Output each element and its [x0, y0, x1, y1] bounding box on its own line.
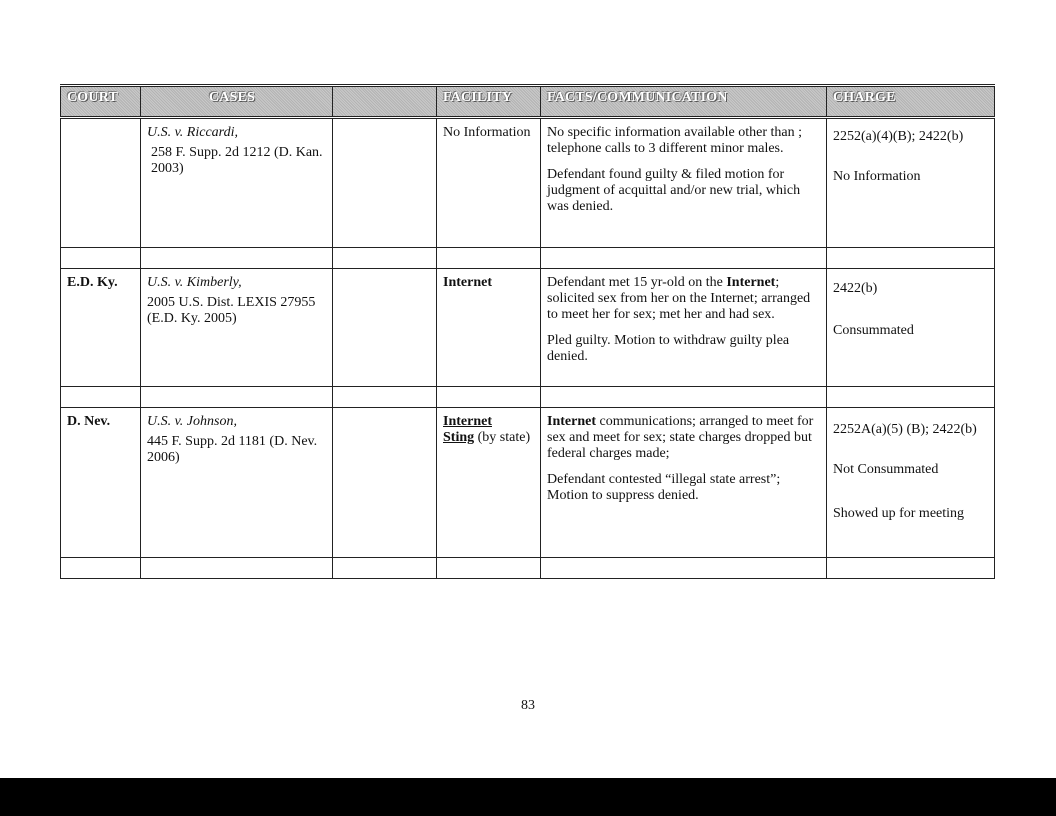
- facts-text: ; solicited sex from her on the Internet; arranged to meet her for sex; met her and had sex.: [547, 275, 811, 322]
- facts-paragraph: Defendant found guilty & filed motion for judgment of acquittal and/or new trial, which was denied.: [547, 167, 801, 214]
- table-row: [61, 118, 995, 248]
- facility-cell: Internet: [437, 269, 541, 387]
- spacer-cell: [61, 387, 141, 408]
- header-charge: CHARGE: [827, 86, 995, 118]
- facts-bold-term: Internet: [547, 414, 596, 429]
- header-cases: CASES: [141, 86, 333, 118]
- spacer-cell: [541, 248, 827, 269]
- spacer-cell: [827, 558, 995, 579]
- spacer-cell: [541, 387, 827, 408]
- case-cell: [141, 408, 333, 558]
- charge-statute: 2252A(a)(5) (B); 2422(b): [833, 422, 977, 437]
- spacer-cell: [141, 387, 333, 408]
- header-facility: FACILITY: [437, 86, 541, 118]
- charge-statute: 2422(b): [833, 281, 878, 296]
- facts-cell: [541, 269, 827, 387]
- spacer-row: [61, 387, 995, 408]
- charge-statute: 2252(a)(4)(B); 2422(b): [833, 129, 964, 144]
- charge-status: Consummated: [833, 323, 914, 338]
- facts-bold-term: Internet: [726, 275, 776, 290]
- facility-cell: No Information: [437, 118, 541, 248]
- spacer-cell: [141, 248, 333, 269]
- court-cell: [61, 118, 141, 248]
- spacer-cell: [827, 248, 995, 269]
- header-blank: [333, 86, 437, 118]
- spacer-cell: [61, 248, 141, 269]
- facility-term: Internet: [443, 414, 492, 429]
- charge-cell: [827, 118, 995, 248]
- case-citation: 258 F. Supp. 2d 1212 (D. Kan. 2003): [151, 145, 323, 176]
- spacer-cell: [333, 387, 437, 408]
- case-citation: 445 F. Supp. 2d 1181 (D. Nev. 2006): [147, 434, 318, 465]
- facts-paragraph: Pled guilty. Motion to withdraw guilty plea denied.: [547, 333, 790, 364]
- facts-paragraph: No specific information available other than ; telephone calls to 3 different minor males.: [547, 125, 803, 156]
- table-row: [61, 269, 995, 387]
- case-name: U.S. v. Johnson,: [147, 414, 237, 429]
- charge-status: Not Consummated: [833, 462, 939, 477]
- court-cell: E.D. Ky.: [61, 269, 141, 387]
- page-number: 83: [521, 698, 535, 713]
- facts-paragraph: [547, 414, 820, 462]
- case-cell: [141, 269, 333, 387]
- header-facts: FACTS/COMMUNICATION: [541, 86, 827, 118]
- facts-cell: [541, 408, 827, 558]
- facility-note: (by state): [474, 430, 531, 445]
- spacer-cell: [437, 387, 541, 408]
- charge-note: Showed up for meeting: [833, 506, 965, 521]
- spacer-cell: [541, 558, 827, 579]
- spacer-cell: [61, 558, 141, 579]
- spacer-cell: [437, 558, 541, 579]
- facility-cell: [437, 408, 541, 558]
- case-table: [60, 84, 995, 579]
- spacer-cell: [827, 387, 995, 408]
- charge-status: No Information: [833, 169, 921, 184]
- facts-text: Defendant met 15 yr-old on the: [547, 275, 727, 290]
- table-header-row: [61, 86, 995, 118]
- blank-cell: [333, 118, 437, 248]
- charge-cell: [827, 269, 995, 387]
- spacer-row: [61, 558, 995, 579]
- spacer-cell: [333, 558, 437, 579]
- facility-term: Sting: [443, 430, 475, 445]
- scan-border: [0, 778, 1056, 816]
- charge-cell: [827, 408, 995, 558]
- case-citation: 2005 U.S. Dist. LEXIS 27955 (E.D. Ky. 2005): [147, 295, 316, 326]
- blank-cell: [333, 408, 437, 558]
- table-row: [61, 408, 995, 558]
- court-cell: D. Nev.: [61, 408, 141, 558]
- case-name: U.S. v. Kimberly,: [147, 275, 242, 290]
- spacer-row: [61, 248, 995, 269]
- facts-paragraph: [547, 275, 820, 323]
- facts-paragraph: Defendant contested “illegal state arrest”; Motion to suppress denied.: [547, 472, 781, 503]
- case-cell: [141, 118, 333, 248]
- facts-text: communications; arranged to meet for sex and meet for sex; state charges dropped but federal charges made;: [547, 414, 814, 461]
- header-court: COURT: [61, 86, 141, 118]
- blank-cell: [333, 269, 437, 387]
- facts-cell: [541, 118, 827, 248]
- case-name: U.S. v. Riccardi,: [147, 125, 238, 140]
- spacer-cell: [437, 248, 541, 269]
- spacer-cell: [141, 558, 333, 579]
- spacer-cell: [333, 248, 437, 269]
